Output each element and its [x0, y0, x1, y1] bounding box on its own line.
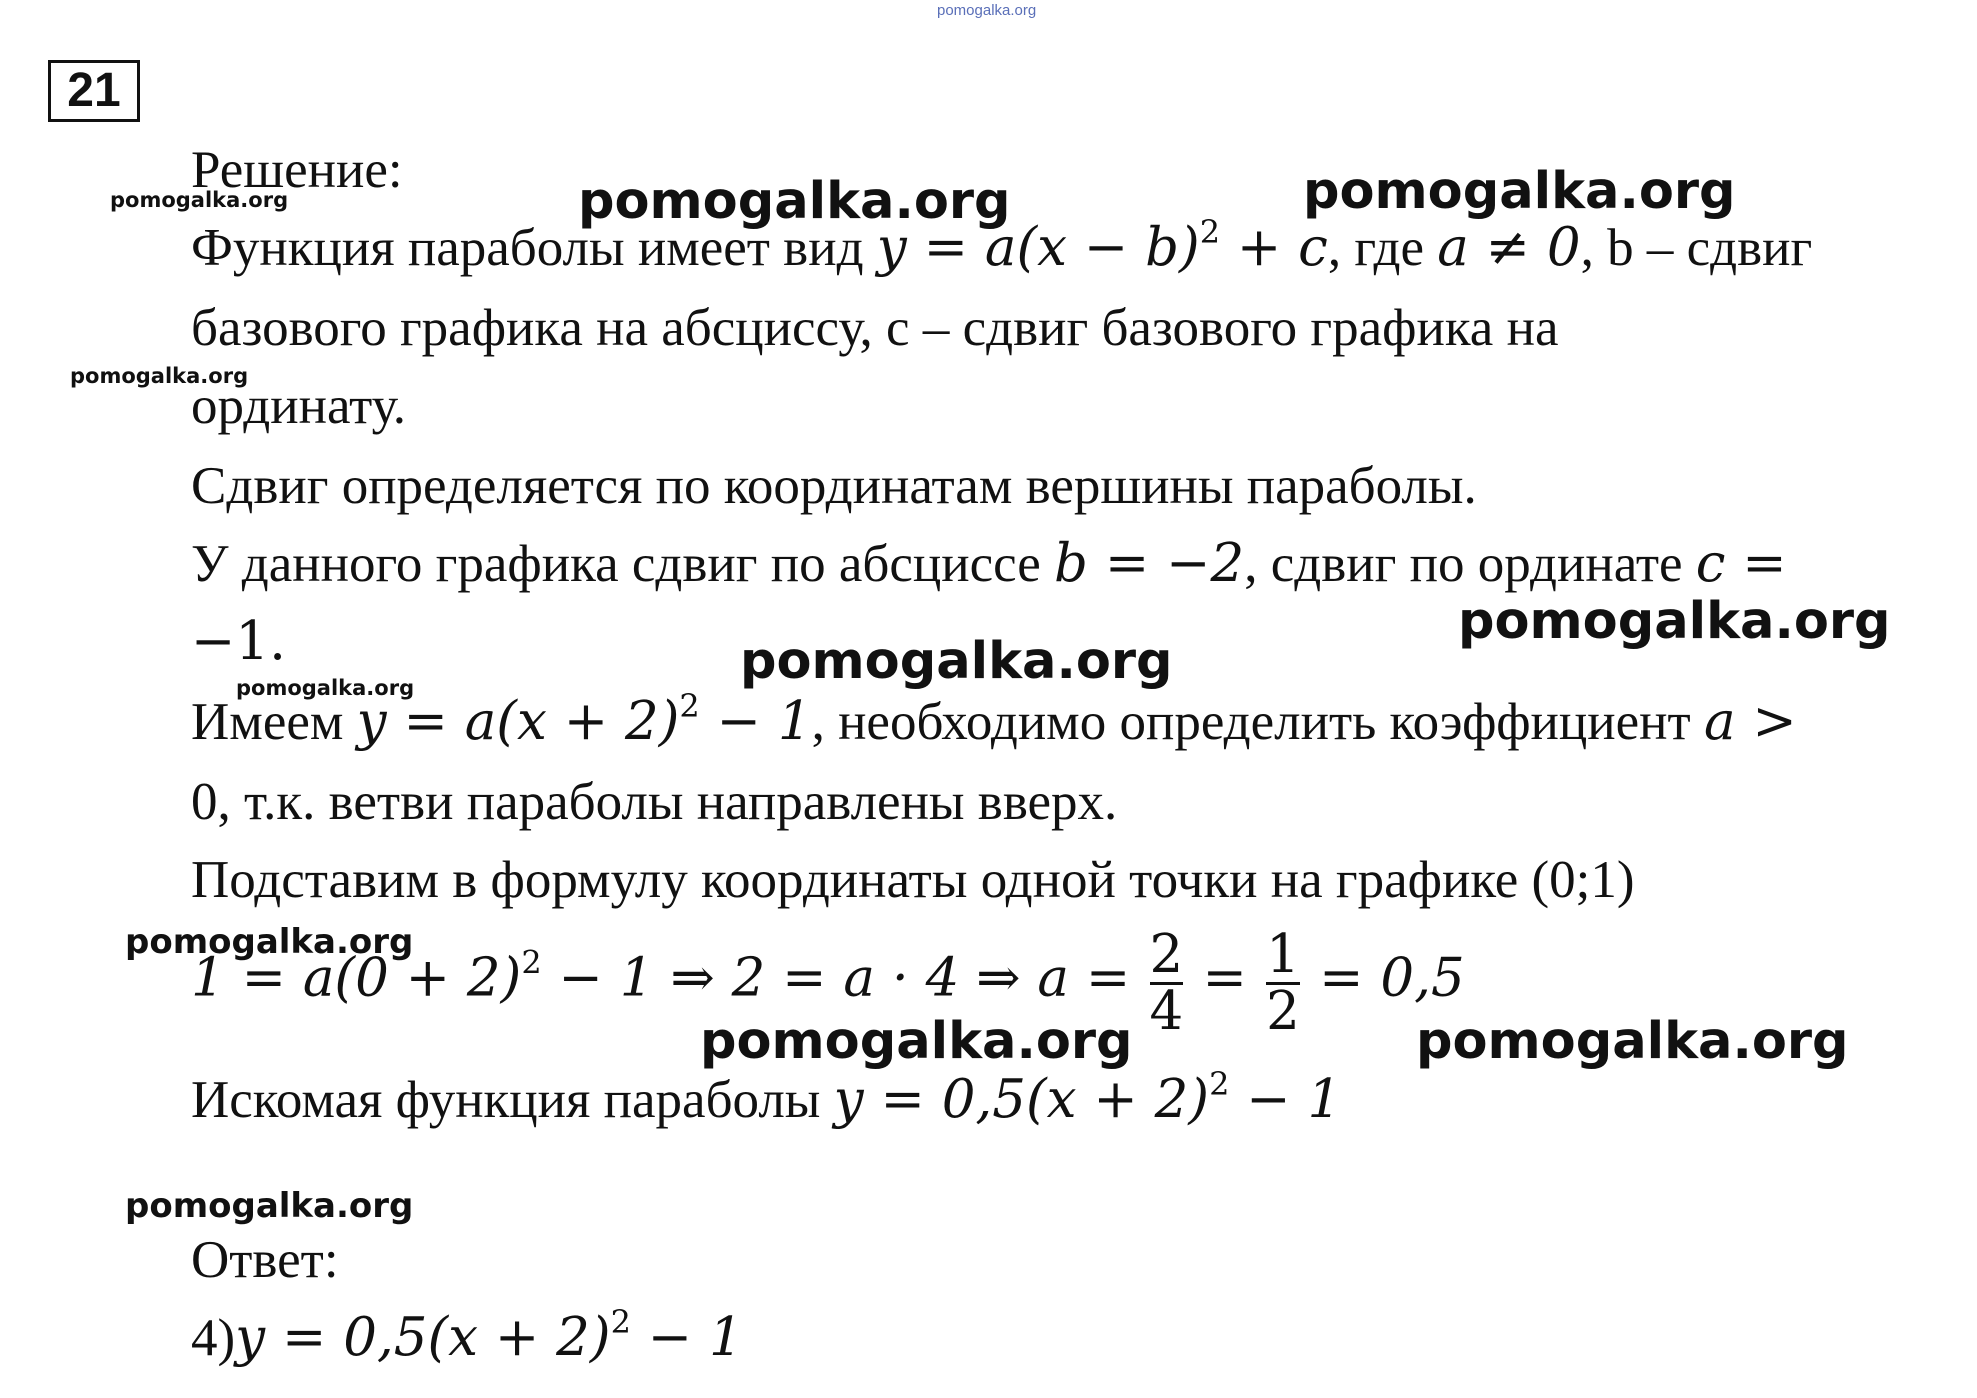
- text-line-shifts: У данного графика сдвиг по абсциссе b = −2, сдвиг по ординате c =: [191, 533, 1787, 594]
- text-line: −1.: [191, 611, 286, 672]
- text-line-result: Искомая функция параболы $y = 0,5(x + 2)^2 - 1$: [191, 1065, 1342, 1130]
- text-line: Сдвиг определяется по координатам вершины параболы.: [191, 457, 1477, 515]
- text-line-have: Имеем $y = a(x + 2)^2 - 1$, необходимо определить коэффициент a >: [191, 687, 1797, 752]
- fraction: $\frac{1}{2}$: [1266, 924, 1300, 1042]
- watermark: pomogalka.org: [1458, 592, 1891, 651]
- answer-line: $4)y = 0,5(x + 2)^2 - 1$: [191, 1303, 743, 1368]
- text-line: 0, т.к. ветви параболы направлены вверх.: [191, 773, 1118, 831]
- text-line: ординату.: [191, 377, 407, 435]
- watermark: pomogalka.org: [125, 1186, 414, 1226]
- solution-heading: Решение:: [191, 141, 403, 199]
- watermark: pomogalka.org: [1303, 162, 1736, 221]
- text-line: базового графика на абсциссу, с – сдвиг базового графика на: [191, 299, 1559, 357]
- text-line: Подставим в формулу координаты одной точки на графике (0;1): [191, 851, 1635, 909]
- answer-heading: Ответ:: [191, 1231, 339, 1289]
- watermark: pomogalka.org: [110, 188, 289, 212]
- watermark: pomogalka.org: [1416, 1012, 1849, 1071]
- watermark: pomogalka.org: [236, 676, 415, 700]
- watermark: pomogalka.org: [700, 1012, 1133, 1071]
- watermark: pomogalka.org: [70, 364, 249, 388]
- watermark: pomogalka.org: [578, 172, 1011, 231]
- calculation-line: $1 = a(0 + 2)^2 - 1$ ⇒ 2 = a · 4 ⇒ a = $\frac{2}{4}$ = $\frac{1}{2}$ = 0,5: [191, 924, 1465, 1042]
- text-line-function-form: Функция параболы имеет вид $y = a(x - b)^2 + c$, где a ≠ 0, b – сдвиг: [191, 213, 1813, 278]
- site-label[interactable]: pomogalka.org: [937, 2, 1037, 19]
- watermark: pomogalka.org: [125, 922, 414, 962]
- fraction: $\frac{2}{4}$: [1149, 924, 1184, 1042]
- problem-number: 21: [48, 60, 140, 122]
- watermark: pomogalka.org: [740, 632, 1173, 691]
